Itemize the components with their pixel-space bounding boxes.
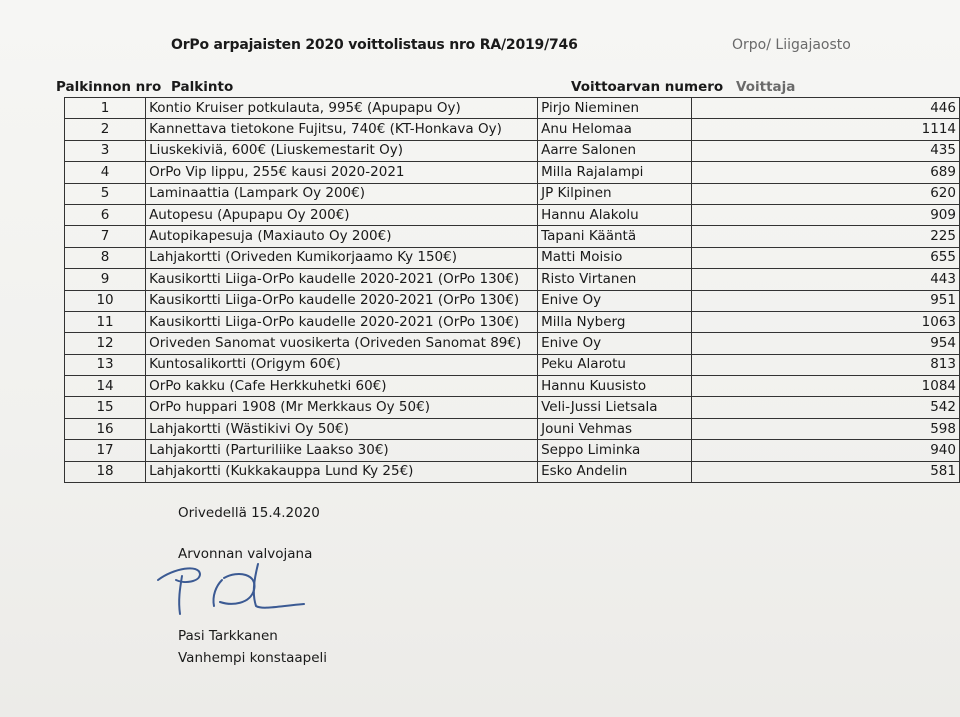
ticket-number-cell: 954	[692, 333, 960, 354]
winner-cell: Milla Nyberg	[538, 311, 692, 332]
table-row	[65, 247, 960, 268]
winners-table-body	[65, 98, 960, 483]
prize-cell: OrPo Vip lippu, 255€ kausi 2020-2021	[146, 162, 538, 183]
winner-cell: Enive Oy	[538, 333, 692, 354]
winner-cell: Risto Virtanen	[538, 269, 692, 290]
prize-number-cell: 4	[65, 162, 146, 183]
ticket-number-cell: 581	[692, 461, 960, 482]
winner-cell: Hannu Alakolu	[538, 204, 692, 225]
document-title: OrPo arpajaisten 2020 voittolistaus nro RA/2019/746	[171, 37, 578, 53]
prize-cell: Kontio Kruiser potkulauta, 995€ (Apupapu Oy)	[146, 98, 538, 119]
column-header-prize: Palkinto	[171, 79, 234, 95]
ticket-number-cell: 542	[692, 397, 960, 418]
ticket-number-cell: 1084	[692, 376, 960, 397]
prize-number-cell: 13	[65, 354, 146, 375]
winner-cell: Hannu Kuusisto	[538, 376, 692, 397]
table-row	[65, 183, 960, 204]
prize-cell: Kausikortti Liiga-OrPo kaudelle 2020-2021 (OrPo 130€)	[146, 311, 538, 332]
table-row	[65, 376, 960, 397]
ticket-number-cell: 435	[692, 140, 960, 161]
ticket-number-cell: 940	[692, 440, 960, 461]
table-row	[65, 461, 960, 482]
prize-number-cell: 2	[65, 119, 146, 140]
table-row	[65, 119, 960, 140]
prize-number-cell: 6	[65, 204, 146, 225]
winner-cell: JP Kilpinen	[538, 183, 692, 204]
winner-cell: Enive Oy	[538, 290, 692, 311]
prize-cell: Lahjakortti (Parturiliike Laakso 30€)	[146, 440, 538, 461]
table-row	[65, 333, 960, 354]
prize-cell: Kausikortti Liiga-OrPo kaudelle 2020-2021 (OrPo 130€)	[146, 290, 538, 311]
table-row	[65, 354, 960, 375]
ticket-number-cell: 951	[692, 290, 960, 311]
winner-cell: Veli-Jussi Lietsala	[538, 397, 692, 418]
table-row	[65, 269, 960, 290]
winner-cell: Tapani Kääntä	[538, 226, 692, 247]
table-row	[65, 98, 960, 119]
prize-number-cell: 12	[65, 333, 146, 354]
winner-cell: Pirjo Nieminen	[538, 98, 692, 119]
prize-cell: Kuntosalikortti (Origym 60€)	[146, 354, 538, 375]
prize-cell: Liuskekiviä, 600€ (Liuskemestarit Oy)	[146, 140, 538, 161]
winner-cell: Matti Moisio	[538, 247, 692, 268]
column-header-nro: Palkinnon nro	[56, 79, 162, 95]
prize-cell: Lahjakortti (Oriveden Kumikorjaamo Ky 150€)	[146, 247, 538, 268]
prize-cell: Lahjakortti (Kukkakauppa Lund Ky 25€)	[146, 461, 538, 482]
ticket-number-cell: 620	[692, 183, 960, 204]
ticket-number-cell: 446	[692, 98, 960, 119]
column-header-number: Voittoarvan numero	[571, 79, 724, 95]
prize-cell: Autopesu (Apupapu Oy 200€)	[146, 204, 538, 225]
prize-number-cell: 8	[65, 247, 146, 268]
ticket-number-cell: 655	[692, 247, 960, 268]
table-row	[65, 162, 960, 183]
prize-cell: Kausikortti Liiga-OrPo kaudelle 2020-2021 (OrPo 130€)	[146, 269, 538, 290]
place-date: Orivedellä 15.4.2020	[178, 505, 320, 521]
ticket-number-cell: 443	[692, 269, 960, 290]
ticket-number-cell: 1114	[692, 119, 960, 140]
ticket-number-cell: 598	[692, 418, 960, 439]
table-row	[65, 204, 960, 225]
prize-number-cell: 1	[65, 98, 146, 119]
winner-cell: Anu Helomaa	[538, 119, 692, 140]
prize-number-cell: 11	[65, 311, 146, 332]
table-row	[65, 140, 960, 161]
winner-cell: Seppo Liminka	[538, 440, 692, 461]
prize-number-cell: 10	[65, 290, 146, 311]
supervisor-title: Vanhempi konstaapeli	[178, 650, 328, 666]
winner-cell: Aarre Salonen	[538, 140, 692, 161]
signature-image	[154, 560, 314, 620]
table-row	[65, 397, 960, 418]
winner-cell: Esko Andelin	[538, 461, 692, 482]
prize-cell: Lahjakortti (Wästikivi Oy 50€)	[146, 418, 538, 439]
prize-cell: OrPo kakku (Cafe Herkkuhetki 60€)	[146, 376, 538, 397]
ticket-number-cell: 689	[692, 162, 960, 183]
winners-table	[64, 97, 960, 483]
prize-number-cell: 5	[65, 183, 146, 204]
prize-number-cell: 15	[65, 397, 146, 418]
winner-cell: Jouni Vehmas	[538, 418, 692, 439]
prize-number-cell: 16	[65, 418, 146, 439]
organization-label: Orpo/ Liigajaosto	[732, 37, 851, 53]
winner-cell: Milla Rajalampi	[538, 162, 692, 183]
prize-cell: Laminaattia (Lampark Oy 200€)	[146, 183, 538, 204]
prize-number-cell: 9	[65, 269, 146, 290]
table-row	[65, 418, 960, 439]
ticket-number-cell: 813	[692, 354, 960, 375]
prize-number-cell: 18	[65, 461, 146, 482]
table-row	[65, 290, 960, 311]
prize-number-cell: 7	[65, 226, 146, 247]
prize-number-cell: 3	[65, 140, 146, 161]
prize-cell: Kannettava tietokone Fujitsu, 740€ (KT-Honkava Oy)	[146, 119, 538, 140]
table-row	[65, 311, 960, 332]
table-row	[65, 226, 960, 247]
supervisor-role: Arvonnan valvojana	[178, 546, 313, 562]
table-row	[65, 440, 960, 461]
ticket-number-cell: 1063	[692, 311, 960, 332]
prize-cell: Oriveden Sanomat vuosikerta (Oriveden Sanomat 89€)	[146, 333, 538, 354]
ticket-number-cell: 909	[692, 204, 960, 225]
prize-number-cell: 14	[65, 376, 146, 397]
prize-number-cell: 17	[65, 440, 146, 461]
prize-cell: OrPo huppari 1908 (Mr Merkkaus Oy 50€)	[146, 397, 538, 418]
column-header-winner: Voittaja	[736, 79, 796, 95]
prize-cell: Autopikapesuja (Maxiauto Oy 200€)	[146, 226, 538, 247]
supervisor-name: Pasi Tarkkanen	[178, 628, 278, 644]
ticket-number-cell: 225	[692, 226, 960, 247]
winner-cell: Peku Alarotu	[538, 354, 692, 375]
